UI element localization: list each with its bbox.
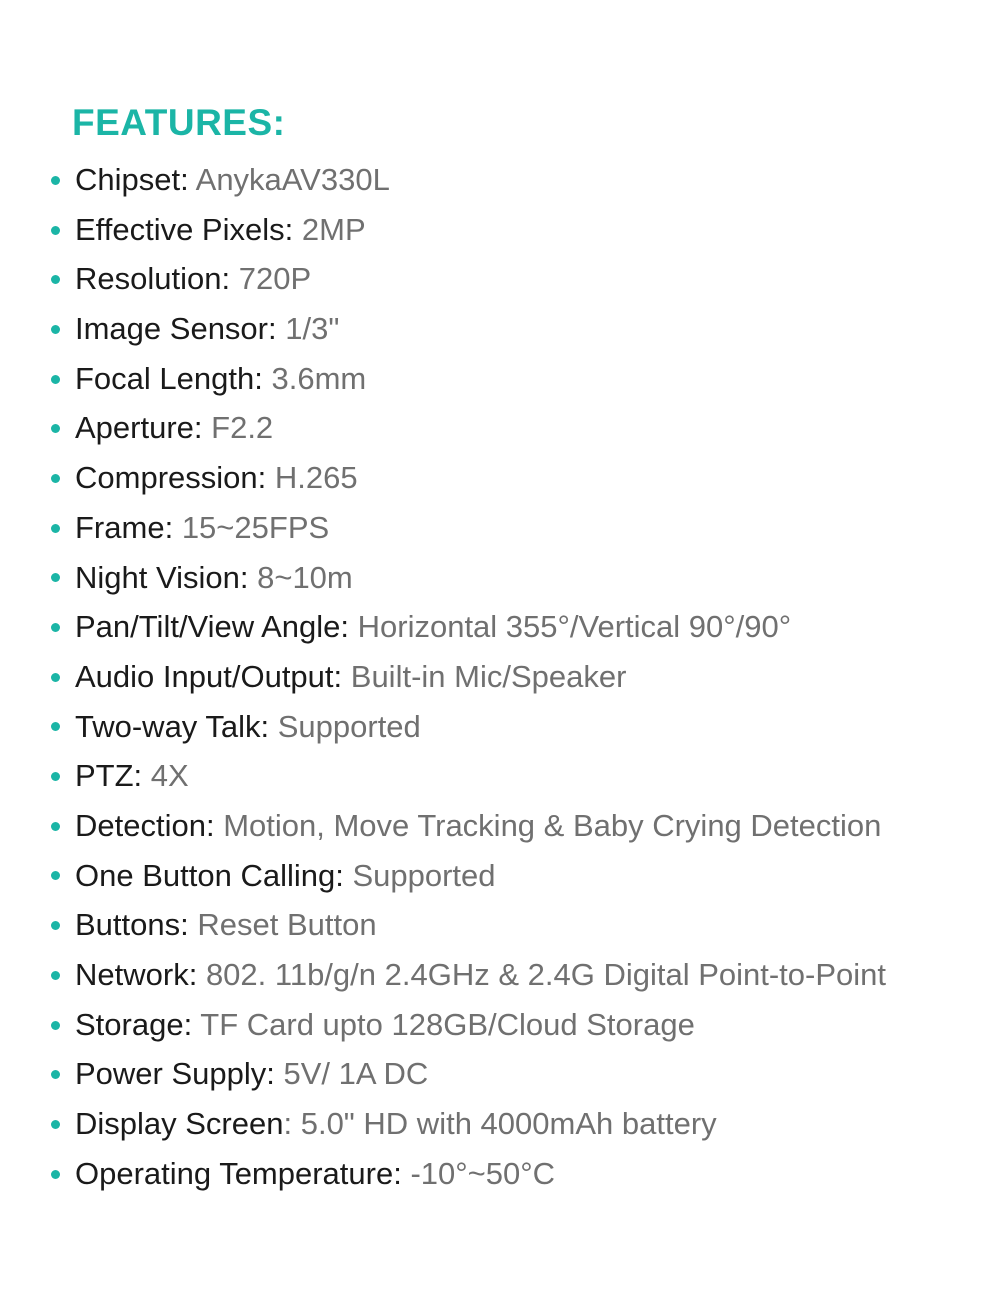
bullet-dot-icon (51, 871, 60, 880)
feature-value: 5V/ 1A DC (283, 1056, 429, 1092)
feature-value: Motion, Move Tracking & Baby Crying Detection (223, 807, 882, 843)
feature-value: -10°~50°C (410, 1155, 556, 1191)
feature-item-buttons (0, 900, 1000, 950)
feature-label: Buttons: (75, 907, 189, 943)
feature-value: : 5.0" HD with 4000mAh battery (283, 1106, 717, 1142)
feature-item-resolution (0, 254, 1000, 304)
feature-value: Supported (277, 708, 421, 744)
bullet-dot-icon (51, 375, 60, 384)
feature-label: Effective Pixels: (75, 211, 294, 247)
feature-item-focal-length (0, 354, 1000, 404)
feature-label: Resolution: (75, 261, 231, 297)
bullet-dot-icon (51, 822, 60, 831)
feature-label: Frame: (75, 509, 174, 545)
bullet-dot-icon (51, 673, 60, 682)
feature-label: Power Supply: (75, 1056, 275, 1092)
feature-label: Detection: (75, 807, 215, 843)
feature-item-frame (0, 503, 1000, 553)
features-heading: FEATURES: (72, 102, 286, 143)
bullet-dot-icon (51, 1170, 60, 1179)
feature-label: Chipset: (75, 162, 189, 197)
feature-value: TF Card upto 128GB/Cloud Storage (200, 1006, 695, 1042)
feature-label: Aperture: (75, 410, 203, 446)
feature-item-ptz (0, 751, 1000, 801)
feature-label: Audio Input/Output: (75, 658, 343, 694)
feature-label: Focal Length: (75, 360, 263, 396)
feature-item-audio-input-output (0, 652, 1000, 702)
bullet-dot-icon (51, 623, 60, 632)
bullet-dot-icon (51, 1120, 60, 1129)
feature-label: Image Sensor: (75, 311, 277, 347)
feature-value: Reset Button (197, 907, 377, 943)
feature-item-operating-temperature (0, 1149, 1000, 1199)
bullet-dot-icon (51, 1070, 60, 1079)
bullet-dot-icon (51, 971, 60, 980)
bullet-dot-icon (51, 921, 60, 930)
feature-value: 720P (238, 261, 312, 297)
feature-value: Horizontal 355°/Vertical 90°/90° (357, 609, 792, 645)
feature-list (0, 155, 1000, 1198)
feature-label: Compression: (75, 460, 267, 496)
feature-value: 802. 11b/g/n 2.4GHz & 2.4G Digital Point-to-Point (205, 957, 887, 992)
feature-item-storage (0, 1000, 1000, 1050)
feature-value: 3.6mm (271, 360, 367, 396)
feature-value: H.265 (274, 460, 358, 496)
bullet-dot-icon (51, 1021, 60, 1030)
feature-label: Two-way Talk: (75, 708, 270, 744)
feature-item-network (0, 950, 1000, 1000)
feature-label: PTZ: (75, 758, 143, 794)
feature-label: Storage: (75, 1006, 193, 1042)
bullet-dot-icon (51, 325, 60, 334)
feature-label: Night Vision: (75, 559, 249, 595)
bullet-dot-icon (51, 275, 60, 284)
feature-value: F2.2 (211, 410, 274, 446)
feature-label: Operating Temperature: (75, 1155, 402, 1191)
feature-item-effective-pixels (0, 205, 1000, 255)
feature-item-one-button-calling (0, 851, 1000, 901)
feature-label: Network: (75, 957, 198, 992)
feature-value: Built-in Mic/Speaker (350, 658, 627, 694)
bullet-dot-icon (51, 524, 60, 533)
bullet-dot-icon (51, 424, 60, 433)
feature-item-compression (0, 453, 1000, 503)
feature-value: 2MP (301, 211, 366, 247)
bullet-dot-icon (51, 176, 60, 185)
feature-item-pan-tilt-view-angle (0, 602, 1000, 652)
feature-item-detection (0, 801, 1000, 851)
feature-item-image-sensor (0, 304, 1000, 354)
feature-item-aperture (0, 403, 1000, 453)
bullet-dot-icon (51, 226, 60, 235)
feature-item-display-screen (0, 1099, 1000, 1149)
feature-value: 4X (150, 758, 189, 794)
bullet-dot-icon (51, 474, 60, 483)
feature-item-two-way-talk (0, 702, 1000, 752)
feature-item-chipset (0, 155, 1000, 205)
feature-label: Display Screen (75, 1106, 284, 1142)
feature-label: Pan/Tilt/View Angle: (75, 609, 349, 645)
feature-value: Supported (352, 857, 496, 893)
feature-value: AnykaAV330L (195, 162, 390, 197)
bullet-dot-icon (51, 772, 60, 781)
bullet-dot-icon (51, 573, 60, 582)
feature-item-night-vision (0, 553, 1000, 603)
bullet-dot-icon (51, 722, 60, 731)
feature-value: 1/3" (285, 311, 340, 347)
feature-value: 15~25FPS (181, 509, 330, 545)
feature-value: 8~10m (257, 559, 353, 595)
feature-item-power-supply (0, 1049, 1000, 1099)
feature-label: One Button Calling: (75, 857, 344, 893)
